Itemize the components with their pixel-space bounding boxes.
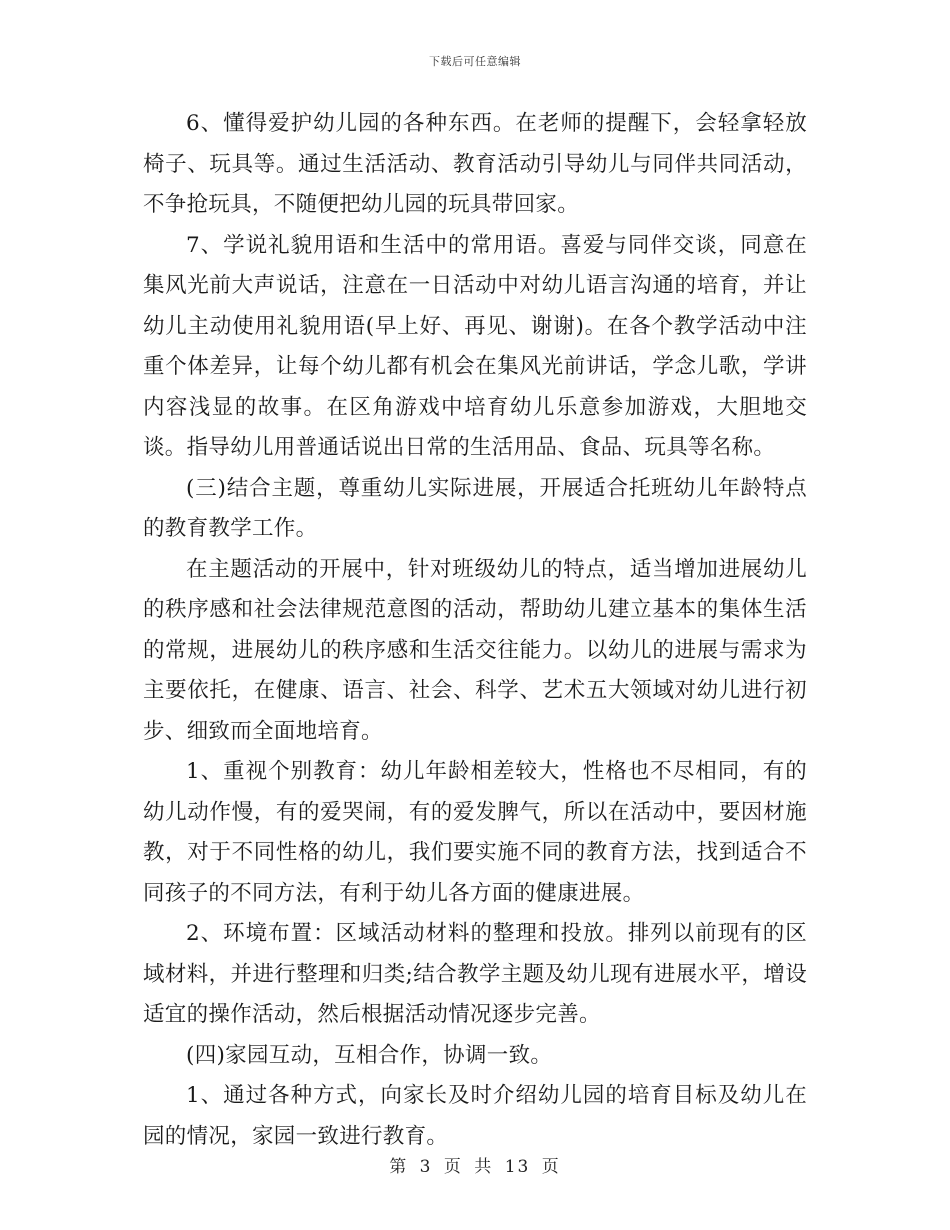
section-heading-3: (三)结合主题，尊重幼儿实际进展，开展适合托班幼儿年龄特点的教育教学工作。 <box>143 475 807 541</box>
section-heading-4: (四)家园互动，互相合作，协调一致。 <box>186 1042 553 1068</box>
paragraph-theme-activities: 在主题活动的开展中，针对班级幼儿的特点，适当增加进展幼儿的秩序感和社会法律规范意图的活动，帮助幼儿建立基本的集体生活的常规，进展幼儿的秩序感和生活交往能力。以幼儿的进展与需求为主要依托，在健康、语言、社会、科学、艺术五大领域对幼儿进行初步、细致而全面地培育。 <box>143 556 807 744</box>
paragraph-item-6-care: 6、懂得爱护幼儿园的各种东西。在老师的提醒下，会轻拿轻放椅子、玩具等。通过生活活动、教育活动引导幼儿与同伴共同活动，不争抢玩具，不随便把幼儿园的玩具带回家。 <box>143 111 807 217</box>
paragraph-environment-layout: 2、环境布置：区域活动材料的整理和投放。排列以前现有的区域材料，并进行整理和归类;结合教学主题及幼儿现有进展水平，增设适宜的操作活动，然后根据活动情况逐步完善。 <box>143 921 807 1027</box>
document-body <box>143 104 807 1157</box>
paragraph-individual-education: 1、重视个别教育：幼儿年龄相差较大，性格也不尽相同，有的幼儿动作慢，有的爱哭闹，有的爱发脾气，所以在活动中，要因材施教，对于不同性格的幼儿，我们要实施不同的教育方法，找到适合不同孩子的不同方法，有利于幼儿各方面的健康进展。 <box>143 759 807 906</box>
paragraph-item-7-polite-language: 7、学说礼貌用语和生活中的常用语。喜爱与同伴交谈，同意在集风光前大声说话，注意在一日活动中对幼儿语言沟通的培育，并让幼儿主动使用礼貌用语(早上好、再见、谢谢)。在各个教学活动中注重个体差异，让每个幼儿都有机会在集风光前讲话，学念儿歌，学讲内容浅显的故事。在区角游戏中培育幼儿乐意参加游戏，大胆地交谈。指导幼儿用普通话说出日常的生活用品、食品、玩具等名称。 <box>143 232 807 460</box>
page-number-footer: 第 3 页 共 13 页 <box>389 1157 561 1177</box>
paragraph-home-school: 1、通过各种方式，向家长及时介绍幼儿园的培育目标及幼儿在园的情况，家园一致进行教育。 <box>143 1083 807 1149</box>
header-note: 下载后可任意编辑 <box>429 55 521 68</box>
